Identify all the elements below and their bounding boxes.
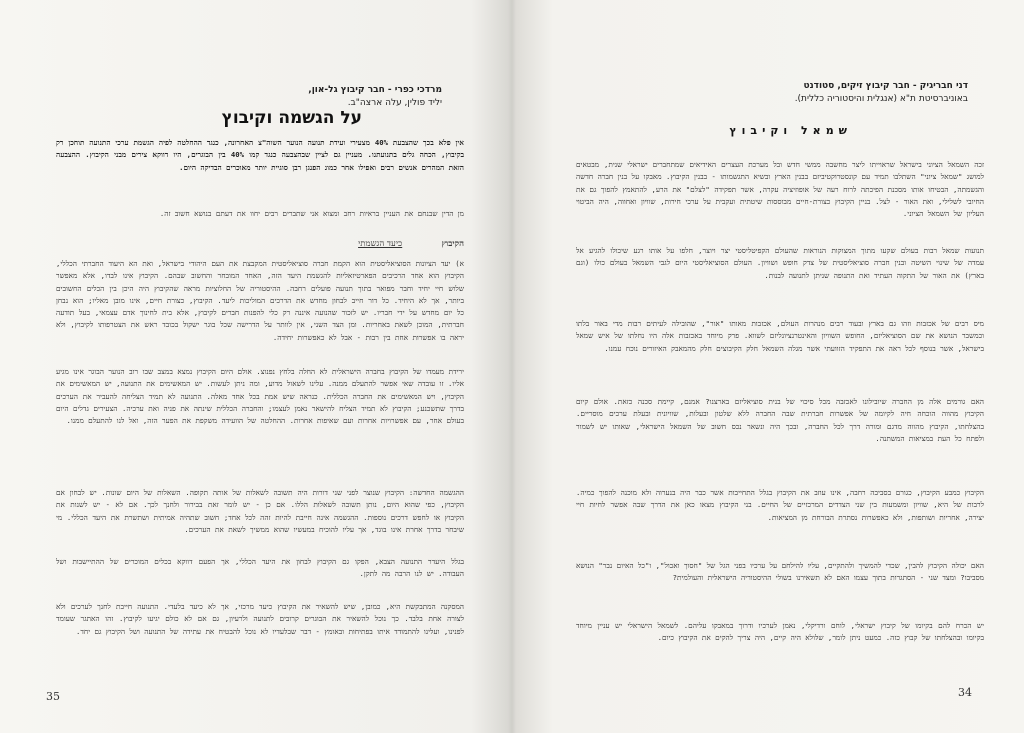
right-author-block — [668, 80, 968, 106]
right-author-detail: באוניברסיטת ת"א (אנגלית והיסטוריה כללית). — [794, 94, 968, 104]
right-author-name: דני חבריגיק - חבר קיבוץ זיקים, סטודנט — [803, 81, 968, 91]
left-author-block — [222, 84, 442, 110]
left-para-3: ההגשמה החדשה: הקיבוץ שנוצר לפני שני דורות היה תשובה לשאלות של אותה תקופה. השאלות של היום שונות. יש לבחון אם הקיבוץ, כפי שהוא היום, נותן תשובה לשאלות הללו. אם כן - יש לומר זאת בבירור ולחנך לכך. אם לא - יש לשנות את הקיבוץ או לחפש דרכים נוספות. ההגשמה אינה חייבת להיות זהה לכל אחד; חשוב שתהיה אמיתית ושתשרת את היעד הכללי. מי שיבחר בדרך אחרת אינו בוגד, אך עליו להוכיח במעשיו שהוא ממשיך לשאת את הערכים. — [56, 488, 464, 534]
left-intro-bold: אין פלא בכך שהצבעת 40% מצעירי ועידת תנועה הנוער השוה"צ האחרונה, כנגד ההחלטה לפיה הגשמת ערכי התנועה תוחכן רק בקיבוץ, הכחה גלים בתנועתנו. מעניין גם לציין שבהצבעה כנגד קמו 40% בין הבוגרים, היו דווקא צירים מבני הקיבוץ. ההצבעה הזאת המהרים אנשים רבים ואפילו אחר כמונ הפנגן רבן סוגיית יותר מאוכרים הבדיקה היום. — [56, 138, 464, 172]
left-subhead — [44, 238, 464, 249]
left-author-detail: יליד פולין, עלה ארצה"ב. — [347, 98, 442, 108]
left-subhead-right: הקיבוץ — [441, 239, 464, 249]
left-intro-normal: מן הדין שבנחם את העניין בראיות רחב ומצוא אני שתברים רבים יחוו את דעתם בנושא חשוב זה. — [159, 209, 464, 218]
right-para-6: האם יכולה הקיבוץ להבין, שכדי להמשיך ולהתקיים, עליו להילחם על ערכיו בפני הגל של "חסוך ואכול", ו"כל האיום נבר" הנושא מסביבו? ומצד שני - הסתגרות בתוך עצמו האם לא תשאירנו בשולי ההיסטוריה הישראלית והעולמית? — [576, 561, 984, 583]
left-para-1: א) יעד הציונות הסוציאליסטית הוא הקמת חברה סוציאליסטית המקבצת את העם היהודי בישראל, ואת הא היעוד החברתי הכללי, הקיבוץ הוא אחד הרכיבים הפארטיזאליות להגשמת היעד הזה, האחד המובחר והחשוב שבהם. הקיבוץ אינו לבדו, אלא מאפשר שלוש חיי יחיד וחבר מפואר בתוך תנועה פועלים רחבה. ההיסטוריה של החלוציות מראה שהקיבוץ היה היכן בין הכלים החשובים ביותר, אך לא היחיד. כל דור חייב לבחון מחדש את הדרכים המוליכות ליעד. הקיבוץ, כצורת חיים, אינו מובן מאליו; הוא נבחן כל יום מחדש על ידי חבריו. יש לזכור שהנועה איננה רק כלי להפנות חברים לקיבוץ, אלא בית לחינוך אדם עצמאי, בעל תודעה חברתית, המוכן לשאת באחריות. ומן הצד השני, אין לוותר על הדרישה שכל בוגר ישקול בכובד ראש את הצטרפותו לקיבוץ, ולא יראה בו אפשרות אחת בין רבות - אבל לא כאפשרות יחידה. — [56, 259, 464, 342]
left-para-5: המסקנה המתבקשת היא, כמובן, שיש להשאיר את הקיבוץ כיעד מרכזי, אך לא כיעד בלעדי. התנועה חייבת לחנך לערכים ולא לצורה אחת בלבד. כך נוכל להשאיר את הבוגרים קרובים לתנועה ולרעיון, גם אם לא כולם יגיעו לקיבוץ. זהו האתגר שעומד לפנינו, ועלינו להתמודד איתו בפתיחות ובאומץ - דבר שבלעדיו לא נוכל להבטיח את עתידה של התנועה ושל הקיבוץ גם יחד. — [56, 602, 464, 636]
right-para-5: הקיבוץ כמבע הקיבוץ, כגורם בסביבה רחבה, אינו עוזב את הקיבוץ בגלל התחייבות אשר כבר היה בנערוה ולא מוכנה להפוך כמיה. לרבות של היא, שוויון ומשמעות בין שני הצדדים המרכזיים של החיים. בני הקיבוץ מצאו כאן את הדרך שבה אפשר לחיות חיי יצירה, אחריות ושותפות, ולא כאפשרות נסתרת הבורחת מן המציאות. — [576, 488, 984, 522]
left-subhead-left: כיעד הגשמתי — [358, 239, 403, 249]
left-article-title: על הגשמה וקיבוץ — [221, 108, 362, 128]
left-author-name: מרדכי כפרי - חבר קיבוץ גל-און, — [308, 85, 442, 95]
left-page-number: 35 — [46, 690, 60, 703]
right-para-2: תנועות שמאל רבות בעולם שקעו מתוך המצוקות הנוראות שהעולם הקפיטליסטי יצר ויוצר, חלפו על אותו רגע שיכולו להגיע אל עמדה של שינוי השיטה ובנין חברה סוציאליסטית של צדק חופש ושוויון. העולם הסוציאליסטי היום לגבי השמאל בעולם כולו (וגם בארץ) את האור של התקוה העתיד ואת התנופה שניתן לתנועה לבנות. — [576, 246, 984, 280]
right-para-3: מיס רבים של אכזבות וזהו גם בארץ ובעוד רבים מנהרות העולם, אכזבות מאותו "אור", שהובילה לעיתים רבות מדי באור בלתו וכמשבר הנושא את שם הסוציאליזם, החופש השוויון והאינטרנציונליזם לשווא. פרק מיוחד באכזבות אלה היו נחלתו של איש שמאל בישראל, אשר בנוסף לכל ראה את התפקיד הזוועתי אשר מגלה השמאל חלק הקיבוצים חלק מהמאבק האיזורים נוכח עמנו. — [576, 319, 984, 353]
right-para-7: יש הכרח להם בקיומו של קיבוץ ישראלי, לוחם ורדיקלי, נאמן לערכיו ודרוך במאבקו עליהם. לשמאל הישראלי יש עניין מיוחד בקיומו ובהצלחתו של קבוץ כזה. כמעט ניתן לומר, שלולא היה קיים, היה צריך להקים את הקיבוץ כיום. — [576, 621, 984, 643]
left-para-4: בגלל היעדר התנועה הצבא, הפקו גם הקיבוץ לבחון את היעד הכללי, אך הפעם דווקא בכלים המוכרים של ההתיישבות ושל העבודה. יש לנו הרבה מה לתקן. — [56, 557, 464, 579]
left-page — [0, 0, 508, 733]
right-para-1: זכה השמאל הציוני בישראל שראוייתו ליצר מחשבה ממשי חדש ובל מערכת העצרים האידיאים שמתחברים ישראלי שנית, מבטאים למושג "שמאל ציוני" השתלבו תמיד עם קונסטרוקטיביזם בבנין הארץ ובשיא התגשמותו - בבנין הקיבוץ. מאבקו על בנין חברה חדשה והגשמתה, הבטיחו אותו מסכנת הפיכתה לרוח רעה של אופוזיציה עקרה, אשר תפקידה "לצלם" את הרע, להתאמץ להפוך גם את החיובי לשלילי, ואת האור - לצל. בניין הקיבוץ כצורת-חיים מבוססות שיטתית ועקבית על ערכי חירות, שוויון ואחווה, היה הביטוי העליון של השמאל הציוני. — [576, 160, 984, 219]
right-para-4: האם גורמים אלה מן החברה שיובילונו לאכזבה מכל סיכוי של בנית סוציאליזם בארצנו? אמנם, קיימת סכנה כזאת. אולם קיום הקיבוץ מהווה הוכחה חיה לקיומה של אפשרות חברתית שבה החברה ללא שלטון ובעלות, שוויונית ובעלת ערכים מוסריים. בהצלחתו, הקיבוץ מהווה מדגם ומורה דרך לכל החברה, ובכך היה ונשאר נכס חשוב של השמאל הישראלי, שאותו יש לשמור ולפתח כל העת במציאות המשתנה. — [576, 397, 984, 443]
right-article-title: שמאל וקיבוץ — [729, 124, 852, 137]
right-page — [516, 0, 1024, 733]
left-para-2: ירידת מעמדו של הקיבוץ בחברה הישראלית לא החלה בלחץ נפנוצ. אולם היום הקיבוץ נמצא במצב שבו רוב הנוער הבוגר אינו מגיע אליו. זו עובדה שאי אפשר להתעלם ממנה. עלינו לשאול מדוע, ומה ניתן לעשות. יש המאשימים את התנועה, יש המאשימים את הקיבוץ, ויש המאשימים את החברה הכללית. כנראה שיש אמת בכל אחד מאלה. התנועה לא תמיד הצליחה להעביר את הערכים בדרך שתשכנע; הקיבוץ לא תמיד הצליח להישאר נאמן לעצמו; והחברה הכללית שינתה את פניה ואת ערכיה. הצעירים גדלים היום בעולם אחר, עם אפשרויות אחרות ועם שאיפות אחרות. ההחלטה של הוועידה משקפת את הפער הזה, ואל לנו להתעלם ממנו. — [56, 367, 464, 426]
right-page-number: 34 — [958, 686, 972, 699]
